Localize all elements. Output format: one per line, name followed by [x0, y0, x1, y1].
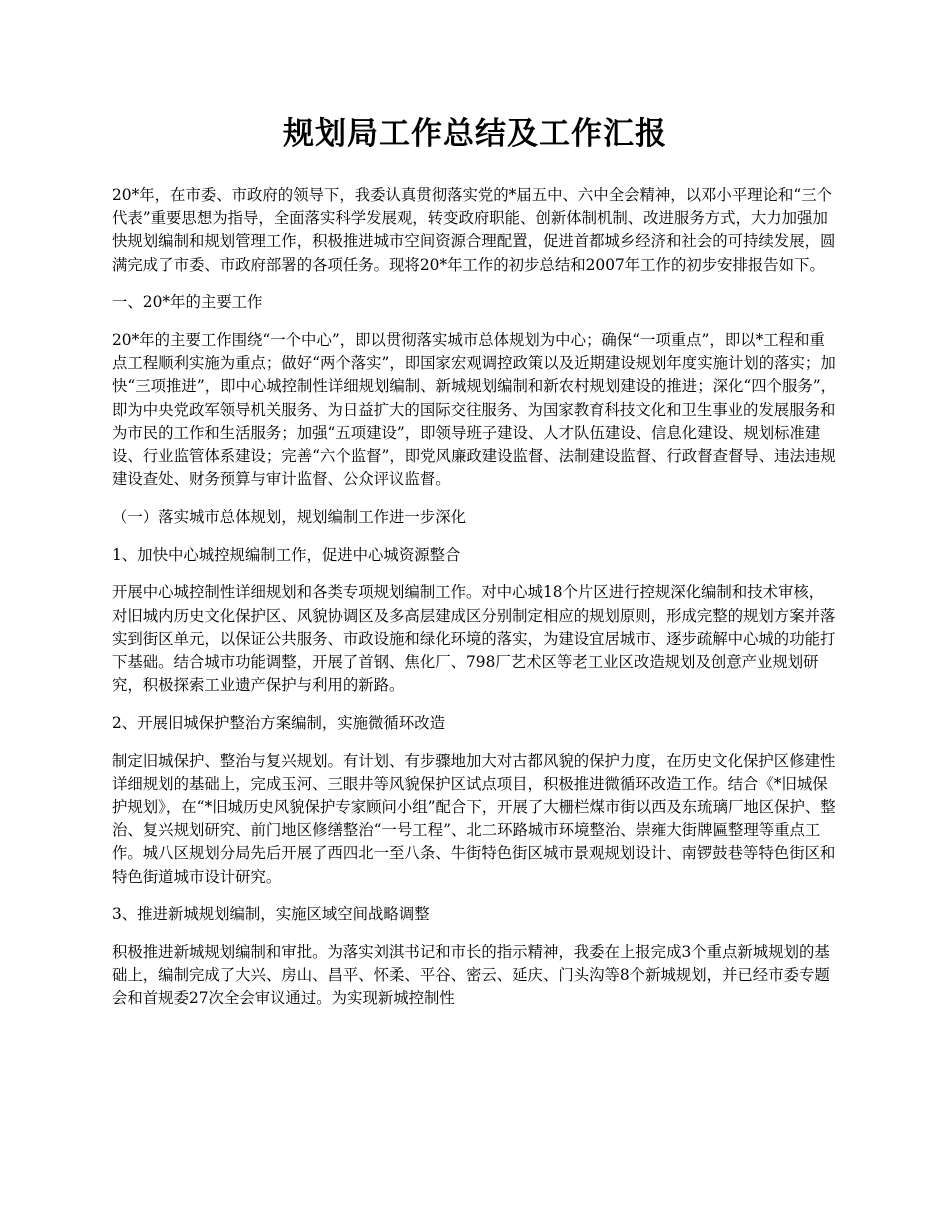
subsection-heading-1: （一）落实城市总体规划，规划编制工作进一步深化	[112, 507, 466, 526]
item-heading-1: 1、加快中心城控规编制工作，促进中心城资源整合	[112, 545, 461, 564]
section-heading-1: 一、20*年的主要工作	[112, 293, 263, 312]
item-paragraph-1: 开展中心城控制性详细规划和各类专项规划编制工作。对中心城18个片区进行控规深化编制和技术审核，对旧城内历史文化保护区、风貌协调区及多高层建成区分别制定相应的规划原则，形成完整的规划方案并落实到街区单元，以保证公共服务、市政设施和绿化环境的落实，为建设宜居城市、逐步疏解中心城的功能打下基础。结合城市功能调整，开展了首钢、焦化厂、798厂艺术区等老工业区改造规划及创意产业规划研究，积极探索工业遗产保护与利用的新路。	[112, 583, 836, 695]
main-work-paragraph: 20*年的主要工作围绕“一个中心”，即以贯彻落实城市总体规划为中心；确保“一项重点”，即以*工程和重点工程顺利实施为重点；做好“两个落实”，即国家宏观调控政策以及近期建设规划年度实施计划的落实；加快“三项推进”，即中心城控制性详细规划编制、新城规划编制和新农村规划建设的推进；深化“四个服务”，即为中央党政军领导机关服务、为日益扩大的国际交往服务、为国家教育科技文化和卫生事业的发展服务和为市民的工作和生活服务；加强“五项建设”，即领导班子建设、人才队伍建设、信息化建设、规划标准建设、行业监管体系建设；完善“六个监督”，即党风廉政建设监督、法制建设监督、行政督查督导、违法违规建设查处、财务预算与审计监督、公众评议监督。	[112, 331, 837, 489]
item-paragraph-3: 积极推进新城规划编制和审批。为落实刘淇书记和市长的指示精神，我委在上报完成3个重点新城规划的基础上，编制完成了大兴、房山、昌平、怀柔、平谷、密云、延庆、门头沟等8个新城规划，并已经市委专题会和首规委27次全会审议通过。为实现新城控制性	[112, 942, 830, 1008]
document-title: 规划局工作总结及工作汇报	[283, 116, 667, 152]
item-paragraph-2: 制定旧城保护、整治与复兴规划。有计划、有步骤地加大对古都风貌的保护力度，在历史文化保护区修建性详细规划的基础上，完成玉河、三眼井等风貌保护区试点项目，积极推进微循环改造工作。结合《*旧城保护规划》，在“*旧城历史风貌保护专家顾问小组”配合下，开展了大栅栏煤市街以西及东琉璃厂地区保护、整治、复兴规划研究、前门地区修缮整治“一号工程”、北二环路城市环境整治、崇雍大街牌匾整理等重点工作。城八区规划分局先后开展了西四北一至八条、牛街特色街区城市景观规划设计、南锣鼓巷等特色街区和特色街道城市设计研究。	[112, 751, 836, 886]
item-heading-2: 2、开展旧城保护整治方案编制，实施微循环改造	[112, 713, 445, 732]
intro-paragraph: 20*年，在市委、市政府的领导下，我委认真贯彻落实党的*届五中、六中全会精神，以邓小平理论和“三个代表”重要思想为指导，全面落实科学发展观，转变政府职能、创新体制机制、改进服务方式，大力加强加快规划编制和规划管理工作，积极推进城市空间资源合理配置，促进首都城乡经济和社会的可持续发展，圆满完成了市委、市政府部署的各项任务。现将20*年工作的初步总结和2007年工作的初步安排报告如下。	[112, 186, 836, 274]
item-heading-3: 3、推进新城规划编制，实施区域空间战略调整	[112, 905, 430, 924]
